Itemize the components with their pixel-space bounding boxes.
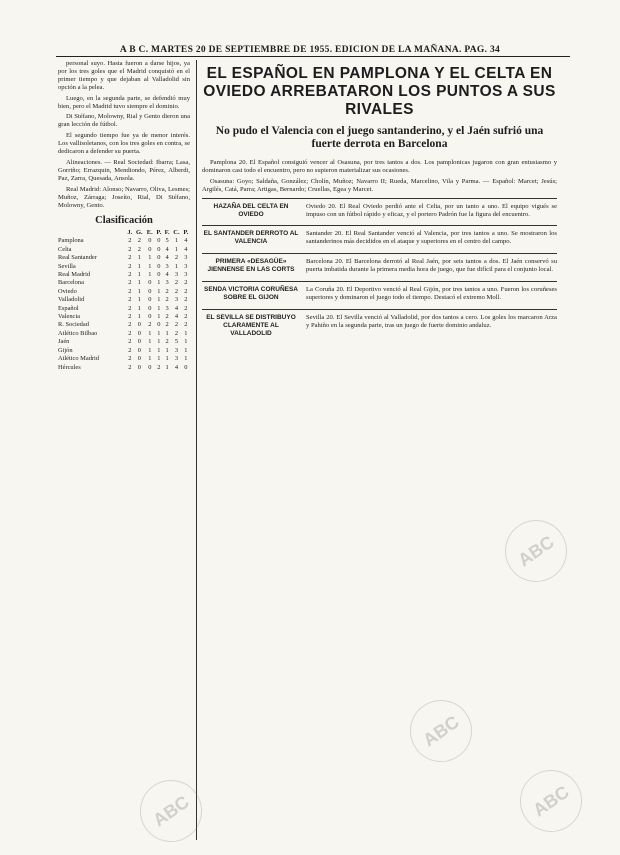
- standings-cell: 3: [165, 304, 169, 312]
- section-text: La Coruña 20. El Deportivo venció al Real Gijón, por tres tantos a uno. Fueron los coruñeses superiores y dominaron el juego todo el tiempo. Destacó el extremo Moll.: [306, 286, 557, 301]
- left-paragraph: Di Stéfano, Molowny, Rial y Gento dieron una gran lección de fútbol.: [58, 113, 190, 129]
- standings-body: [58, 237, 190, 372]
- standings-cell: 1: [137, 254, 141, 262]
- section-body: [306, 314, 557, 338]
- standings-cell: 2: [184, 279, 188, 287]
- standings-cell: 2: [137, 237, 141, 245]
- match-section: [202, 225, 557, 249]
- standings-cell: 2: [137, 245, 141, 253]
- team-name: Celta: [58, 245, 72, 253]
- standings-cell: 2: [184, 287, 188, 295]
- standings-cell: 2: [165, 338, 169, 346]
- standings-cell: 1: [148, 346, 152, 354]
- standings-cell: 1: [165, 329, 169, 337]
- standings-cell: 0: [157, 254, 161, 262]
- standings-cell: 1: [157, 313, 161, 321]
- standings-header-row: [58, 229, 190, 237]
- team-name: Hércules: [58, 363, 81, 371]
- standings-cell: 3: [174, 296, 179, 304]
- standings-cell: 3: [165, 262, 169, 270]
- main-headline: EL ESPAÑOL EN PAMPLONA Y EL CELTA EN OVIEDO ARREBATARON LOS PUNTOS A SUS RIVALES: [203, 65, 556, 118]
- section-title: SENDA VICTORIA CORUÑESA SOBRE EL GIJON: [203, 286, 299, 302]
- standings-row: [58, 338, 190, 346]
- standings-cell: 2: [174, 279, 179, 287]
- team-name: Barcelona: [58, 279, 84, 287]
- standings-row: [58, 313, 190, 321]
- standings-row: [58, 347, 190, 355]
- standings-cell: 1: [184, 338, 188, 346]
- standings-cell: 2: [128, 254, 132, 262]
- standings-row: [58, 330, 190, 338]
- section-text: Oviedo 20. El Real Oviedo perdió ante el Celta, por un tanto a uno. El equipo vigués se impuso con un fútbol rápido y eficaz, y el portero Padrón fue la figura del encuentro.: [306, 202, 557, 218]
- standings-cell: 3: [184, 262, 188, 270]
- standings-row: [58, 246, 190, 254]
- section-text: Santander 20. El Real Santander venció al Valencia, por tres tantos a uno. Se mostraron los santanderinos más decididos en el ataque y superiores en el centro del campo.: [306, 230, 557, 246]
- standings-cell: 0: [148, 313, 152, 321]
- standings-header-cell: C.: [173, 229, 180, 237]
- standings-cell: 0: [184, 363, 188, 371]
- standings-cell: 4: [165, 271, 169, 279]
- standings-cell: 5: [174, 338, 179, 346]
- standings-cell: 0: [148, 304, 152, 312]
- standings-cell: 1: [165, 346, 169, 354]
- standings-cell: 2: [128, 271, 132, 279]
- standings-cell: 0: [157, 271, 161, 279]
- left-paragraph: El segundo tiempo fue ya de menor interés. Los vallisoletanos, con los tres goles en contra, se dedicaron a defender su puerta.: [58, 132, 190, 156]
- match-section: [202, 253, 557, 277]
- standings-cell: 2: [128, 329, 132, 337]
- standings-row: [58, 263, 190, 271]
- standings-cell: 2: [184, 296, 188, 304]
- team-name: Atlético Bilbao: [58, 329, 98, 337]
- standings-cell: 1: [137, 296, 141, 304]
- standings-cell: 0: [157, 321, 161, 329]
- section-body: [306, 230, 557, 249]
- standings-cell: 3: [174, 355, 179, 363]
- watermark-stamp: ABC: [398, 688, 484, 774]
- team-name: Español: [58, 304, 79, 312]
- standings-cell: 2: [128, 304, 132, 312]
- standings-row: [58, 355, 190, 363]
- standings-cell: 1: [157, 355, 161, 363]
- intro-paragraph: Pamplona 20. El Español consiguió vencer al Osasuna, por tres tantos a dos. Los pamplonicas jugaron con gran entusiasmo y dominaron casi todo el encuentro, pero no supieron materializar sus ocasiones.: [202, 159, 557, 174]
- standings-cell: 1: [174, 245, 179, 253]
- left-paragraph: personal suyo. Hasta fueron a darse hijos, ya por los tres goles que el Madrid conquistó en el primer tiempo y que dejaban al Valladolid sin opción a la pelea.: [58, 60, 190, 91]
- section-body: [306, 286, 557, 305]
- standings-cell: 3: [184, 271, 188, 279]
- left-paragraph: Real Madrid: Alonso; Navarro, Oliva, Lesmes; Muñoz, Zárraga; Joseíto, Rial, Di Stéfano, Molowny, Gento.: [58, 185, 190, 209]
- standings-cell: 2: [148, 321, 152, 329]
- standings-cell: 4: [174, 304, 179, 312]
- match-sections: [202, 198, 557, 338]
- standings-cell: 2: [128, 313, 132, 321]
- standings-cell: 1: [174, 262, 179, 270]
- standings-cell: 2: [174, 287, 179, 295]
- left-column: [58, 60, 190, 840]
- standings-cell: 1: [157, 338, 161, 346]
- standings-cell: 1: [157, 346, 161, 354]
- standings-cell: 3: [174, 271, 179, 279]
- standings-cell: 0: [148, 287, 152, 295]
- standings-header-cell: J.: [127, 229, 133, 237]
- standings-cell: 0: [157, 262, 161, 270]
- standings-cell: 0: [148, 363, 152, 371]
- standings-cell: 1: [148, 262, 152, 270]
- standings-row: [58, 254, 190, 262]
- standings-cell: 4: [165, 245, 169, 253]
- standings-cell: 4: [184, 245, 188, 253]
- standings-cell: 1: [137, 262, 141, 270]
- standings-cell: 1: [137, 304, 141, 312]
- team-name: Valladolid: [58, 296, 85, 304]
- standings-cell: 3: [174, 346, 179, 354]
- right-column: [202, 60, 557, 840]
- standings-cell: 1: [157, 296, 161, 304]
- standings-cell: 1: [165, 363, 169, 371]
- standings-cell: 0: [137, 346, 141, 354]
- standings-row: [58, 237, 190, 245]
- section-body: [306, 203, 557, 222]
- watermark-stamp: ABC: [128, 768, 214, 854]
- standings-row: [58, 364, 190, 372]
- standings-cell: 2: [128, 245, 132, 253]
- standings-row: [58, 288, 190, 296]
- standings-cell: 1: [148, 329, 152, 337]
- standings-cell: 2: [165, 321, 169, 329]
- team-name: Real Madrid: [58, 271, 91, 279]
- masthead-rule: [56, 56, 570, 57]
- team-name: Jaén: [58, 338, 70, 346]
- standings-cell: 4: [165, 254, 169, 262]
- standings-cell: 2: [128, 363, 132, 371]
- standings-cell: 1: [148, 355, 152, 363]
- standings-cell: 2: [128, 279, 132, 287]
- standings-cell: 0: [137, 321, 141, 329]
- standings-table: [58, 229, 190, 372]
- standings-cell: 0: [137, 355, 141, 363]
- standings-cell: 0: [137, 363, 141, 371]
- section-title: PRIMERA «DESAGÜE» JIENNENSE EN LAS CORTS: [207, 258, 295, 274]
- standings-cell: 2: [128, 262, 132, 270]
- standings-cell: 3: [165, 279, 169, 287]
- standings-cell: 1: [174, 237, 179, 245]
- standings-cell: 1: [165, 355, 169, 363]
- standings-row: [58, 271, 190, 279]
- standings-cell: 2: [184, 313, 188, 321]
- standings-cell: 0: [148, 296, 152, 304]
- sub-headline: No pudo el Valencia con el juego santanderino, y el Jaén sufrió una fuerte derrota en Barcelona: [215, 125, 544, 150]
- standings-row: [58, 305, 190, 313]
- standings-cell: 2: [184, 321, 188, 329]
- standings-cell: 2: [174, 321, 179, 329]
- standings-cell: 0: [137, 329, 141, 337]
- standings-header-cell: P.: [156, 229, 162, 237]
- match-section: [202, 198, 557, 222]
- standings-cell: 1: [148, 271, 152, 279]
- standings-cell: 2: [128, 338, 132, 346]
- standings-cell: 2: [128, 296, 132, 304]
- standings-cell: 2: [128, 287, 132, 295]
- standings-cell: 1: [137, 271, 141, 279]
- team-name: Oviedo: [58, 287, 77, 295]
- section-title: EL SANTANDER DERROTO AL VALENCIA: [203, 230, 299, 246]
- standings-cell: 3: [184, 254, 188, 262]
- standings-cell: 1: [157, 279, 161, 287]
- standings-cell: 2: [128, 237, 132, 245]
- standings-cell: 1: [148, 338, 152, 346]
- standings-cell: 2: [174, 329, 179, 337]
- section-title: HAZAÑA DEL CELTA EN OVIEDO: [213, 202, 289, 218]
- standings-cell: 0: [157, 245, 161, 253]
- standings-cell: 2: [165, 287, 169, 295]
- standings-cell: 2: [174, 254, 179, 262]
- standings-cell: 2: [184, 304, 188, 312]
- standings-cell: 2: [165, 296, 169, 304]
- section-title: EL SEVILLA SE DISTRIBUYO CLARAMENTE AL VALLADOLID: [206, 313, 296, 337]
- standings-cell: 2: [128, 346, 132, 354]
- standings-row: [58, 279, 190, 287]
- standings-cell: 0: [137, 338, 141, 346]
- standings-header-cell: G.: [135, 229, 143, 237]
- standings-cell: 4: [174, 313, 179, 321]
- standings-cell: 1: [137, 313, 141, 321]
- standings-cell: 2: [128, 321, 132, 329]
- standings-cell: 4: [184, 237, 188, 245]
- standings-row: [58, 296, 190, 304]
- standings-cell: 1: [137, 287, 141, 295]
- standings-cell: 1: [184, 355, 188, 363]
- page-masthead: A B C. MARTES 20 DE SEPTIEMBRE DE 1955. EDICION DE LA MAÑANA. PAG. 34: [119, 45, 501, 55]
- section-text: Barcelona 20. El Barcelona derrotó al Real Jaén, por seis tantos a dos. El Jaén conservó su puerta imbatida durante la primera media hora de juego, que fue difícil para el conjunto local.: [306, 258, 557, 274]
- standings-cell: 2: [157, 363, 161, 371]
- standings-cell: 0: [148, 245, 152, 253]
- watermark-stamp: ABC: [508, 758, 594, 844]
- column-divider: [196, 60, 197, 840]
- standings-cell: 0: [148, 237, 152, 245]
- match-section: [202, 309, 557, 338]
- section-body: [306, 258, 557, 277]
- standings-cell: 4: [174, 363, 179, 371]
- standings-cell: 5: [165, 237, 169, 245]
- standings-cell: 1: [157, 304, 161, 312]
- team-name: Real Santander: [58, 254, 97, 262]
- match-section: [202, 281, 557, 305]
- team-name: Gijón: [58, 346, 73, 354]
- standings-cell: 0: [157, 237, 161, 245]
- standings-header-cell: F.: [164, 229, 170, 237]
- standings-cell: 1: [184, 329, 188, 337]
- left-paragraph: Alineaciones. — Real Sociedad: Ibarra; Lasa, Gorriño; Errazquin, Mendiondo, Pérez, Alberdi, Paz, Zarra, Quesada, Ansola.: [58, 158, 190, 182]
- left-paragraph: Luego, en la segunda parte, se defendió muy bien, pero el Madrid tuvo siempre el dominio.: [58, 94, 190, 110]
- team-name: R. Sociedad: [58, 321, 89, 329]
- team-name: Atlético Madrid: [58, 355, 99, 363]
- team-name: Pamplona: [58, 237, 84, 245]
- standings-cell: 2: [128, 355, 132, 363]
- standings-cell: 1: [157, 329, 161, 337]
- standings-cell: 2: [165, 313, 169, 321]
- standings-cell: 1: [137, 279, 141, 287]
- intro-paragraph: Osasuna: Goyo; Saldaña, González; Cholín, Muñoz; Navarro II; Rueda, Marcelino, Vila y Parma. — Español: Marcet; Jesús; Argilés, Catá, Parra; Artigas, Bernardo; Cruellas, Egea y Marcet.: [202, 177, 557, 193]
- standings-cell: 0: [148, 279, 152, 287]
- standings-header-cell: [58, 229, 126, 237]
- team-name: Valencia: [58, 313, 80, 321]
- watermark-stamp: ABC: [493, 508, 579, 594]
- standings-cell: 1: [148, 254, 152, 262]
- team-name: Sevilla: [58, 262, 76, 270]
- standings-header-cell: P.: [183, 229, 189, 237]
- standings-header-cell: E.: [146, 229, 153, 237]
- standings-title: Clasificación: [95, 215, 153, 227]
- standings-row: [58, 321, 190, 329]
- section-text: Sevilla 20. El Sevilla venció al Valladolid, por dos tantos a cero. Los goles los marcaron Arza y Pahiño en la segunda parte, tras un juego de fuerte dominio andaluz.: [306, 313, 557, 329]
- standings-cell: 1: [157, 287, 161, 295]
- standings-cell: 1: [184, 346, 188, 354]
